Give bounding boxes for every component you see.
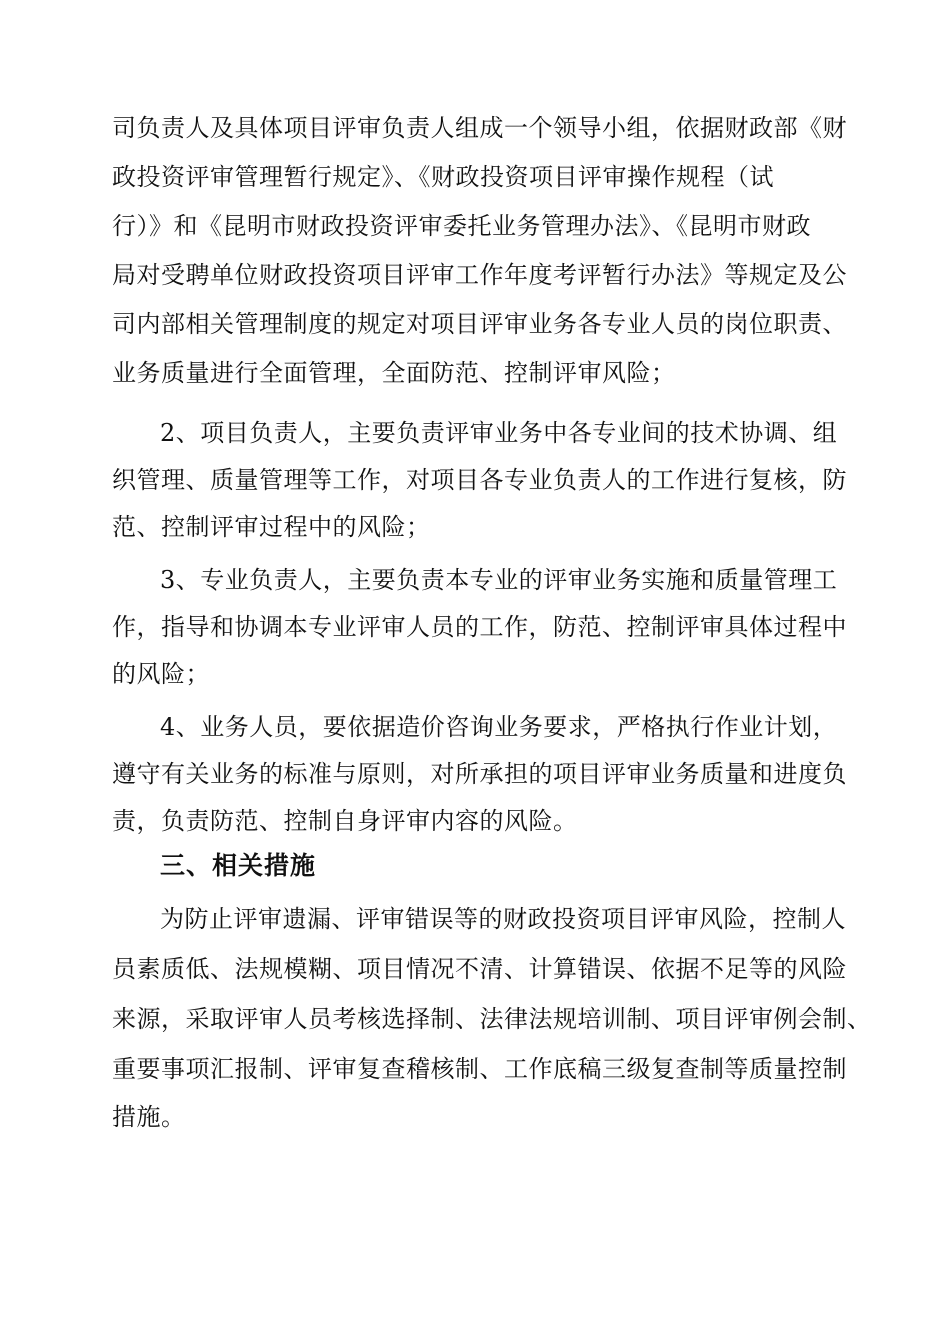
text-line: 员素质低、法规模糊、项目情况不清、计算错误、依据不足等的风险 xyxy=(112,955,847,983)
text-line: 织管理、质量管理等工作，对项目各专业负责人的工作进行复核，防 xyxy=(112,466,847,494)
text-line: 遵守有关业务的标准与原则，对所承担的项目评审业务质量和进度负 xyxy=(112,760,847,788)
text-line: 责，负责防范、控制自身评审内容的风险。 xyxy=(112,807,578,835)
text-line: 局对受聘单位财政投资项目评审工作年度考评暂行办法》等规定及公 xyxy=(112,261,847,289)
text-line: 重要事项汇报制、评审复查稽核制、工作底稿三级复查制等质量控制 xyxy=(112,1055,847,1083)
text-line: 来源，采取评审人员考核选择制、法律法规培训制、项目评审例会制、 xyxy=(112,1005,872,1033)
section-heading: 三、相关措施 xyxy=(160,851,317,880)
text-line: 业务质量进行全面管理，全面防范、控制评审风险； xyxy=(112,359,676,387)
text-line: 范、控制评审过程中的风险； xyxy=(112,513,431,541)
text-line: 作，指导和协调本专业评审人员的工作，防范、控制评审具体过程中 xyxy=(112,613,847,641)
text-line: 的风险； xyxy=(112,660,210,688)
text-line: 措施。 xyxy=(112,1103,186,1131)
text-line: 司内部相关管理制度的规定对项目评审业务各专业人员的岗位职责、 xyxy=(112,310,847,338)
text-line: 行）》和《昆明市财政投资评审委托业务管理办法》、《昆明市财政 xyxy=(112,212,811,240)
text-line: 司负责人及具体项目评审负责人组成一个领导小组，依据财政部《财 xyxy=(112,114,847,142)
text-line: 3、专业负责人，主要负责本专业的评审业务实施和质量管理工 xyxy=(160,566,838,594)
text-line: 政投资评审管理暂行规定》、《财政投资项目评审操作规程（试 xyxy=(112,163,774,191)
text-line: 2、项目负责人，主要负责评审业务中各专业间的技术协调、组 xyxy=(160,419,838,447)
text-line: 4、业务人员，要依据造价咨询业务要求，严格执行作业计划， xyxy=(160,713,838,741)
text-line: 为防止评审遗漏、评审错误等的财政投资项目评审风险，控制人 xyxy=(160,905,846,933)
